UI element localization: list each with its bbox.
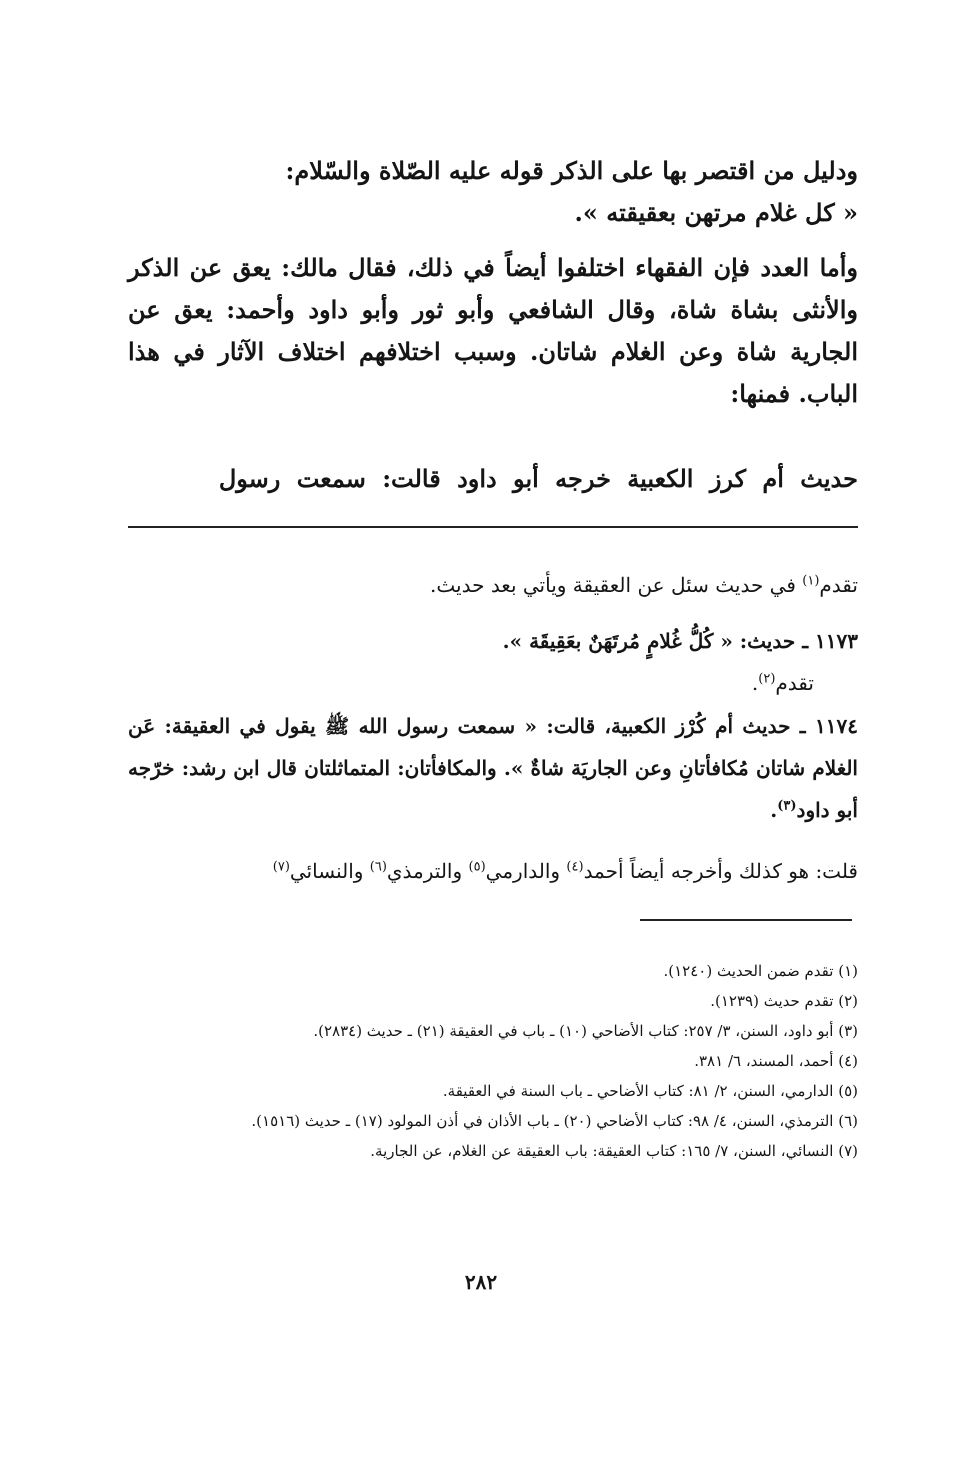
- footnote-ref: (٦): [369, 859, 387, 875]
- note-text: .: [751, 671, 759, 695]
- note-text: قلت: هو كذلك وأخرجه أيضاً أحمد: [583, 859, 858, 883]
- note-text: تقدم: [819, 573, 858, 597]
- footnote: (٦) الترمذي، السنن، ٤/ ٩٨: كتاب الأضاحي (٢٠) ـ باب الأذان في أذن المولود (١٧) ـ حديث (١٥١٦).: [251, 1112, 858, 1130]
- hadith-1173: ١١٧٣ ـ حديث: « كُلُّ غُلامٍ مُرتَهَنٌ بعَقِيقَة ».: [502, 629, 858, 653]
- hadith-1174: [128, 705, 858, 831]
- note-text: والدارمي: [485, 859, 567, 883]
- hadith-1173-note: [128, 664, 858, 702]
- body-line: ودليل من اقتصر بها على الذكر قوله عليه الصّلاة والسّلام:: [285, 156, 858, 185]
- note-text: والنسائي: [289, 859, 370, 883]
- footnote-ref: (٢): [758, 671, 776, 687]
- footnote-list: [128, 956, 858, 1166]
- footnote-ref: (٥): [468, 859, 486, 875]
- footnote-separator: [640, 919, 852, 921]
- note-line: [128, 566, 858, 604]
- hadith-text: .: [770, 798, 778, 822]
- footnote-ref: (٣): [777, 798, 797, 814]
- hadith-text: ١١٧٤ ـ حديث أم كُرْز الكعبية، قالت: « سمعت رسول الله ﷺ يقول في العقيقة: عَن الغلام شاتان مُكافأتانِ وعن الجاريَة شاةٌ ». والمكافأتان: المتماثلتان قال ابن رشد: خرّجه أبو داود: [128, 714, 858, 822]
- footnote: (١) تقدم ضمن الحديث (١٢٤٠).: [663, 962, 858, 980]
- page-number: ٢٨٢: [464, 1270, 498, 1294]
- footnote-ref: (٤): [566, 859, 584, 875]
- footnote-ref: (٧): [272, 859, 290, 875]
- qult-line: [128, 852, 858, 890]
- footnote-ref: (١): [802, 573, 820, 589]
- note-text: في حديث سئل عن العقيقة ويأتي بعد حديث.: [430, 573, 803, 597]
- body-paragraph-1: [128, 150, 858, 234]
- body-paragraph-3: حديث أم كرز الكعبية خرجه أبو داود قالت: سمعت رسول: [218, 464, 858, 493]
- body-paragraph-2: وأما العدد فإن الفقهاء اختلفوا أيضاً في ذلك، فقال مالك: يعق عن الذكر والأنثى بشاة شاة، وقال الشافعي وأبو ثور وأبو داود وأحمد: يعق عن الجارية شاة وعن الغلام شاتان. وسبب اختلافهم اختلاف الآثار في هذا الباب. فمنها:: [128, 253, 858, 408]
- footnote: (٣) أبو داود، السنن، ٣/ ٢٥٧: كتاب الأضاحي (١٠) ـ باب في العقيقة (٢١) ـ حديث (٢٨٣٤).: [313, 1022, 858, 1040]
- note-text: والترمذي: [386, 859, 469, 883]
- body-separator: [128, 526, 858, 528]
- note-text: تقدم: [775, 671, 814, 695]
- footnote: (٢) تقدم حديث (١٢٣٩).: [710, 992, 858, 1010]
- footnote: (٧) النسائي، السنن، ٧/ ١٦٥: كتاب العقيقة: باب العقيقة عن الغلام، عن الجارية.: [370, 1142, 858, 1160]
- hadith-quote: « كل غلام مرتهن بعقيقته ».: [574, 198, 858, 227]
- footnote: (٥) الدارمي، السنن، ٢/ ٨١: كتاب الأضاحي ـ باب السنة في العقيقة.: [442, 1082, 858, 1100]
- footnote: (٤) أحمد، المسند، ٦/ ٣٨١.: [694, 1052, 858, 1070]
